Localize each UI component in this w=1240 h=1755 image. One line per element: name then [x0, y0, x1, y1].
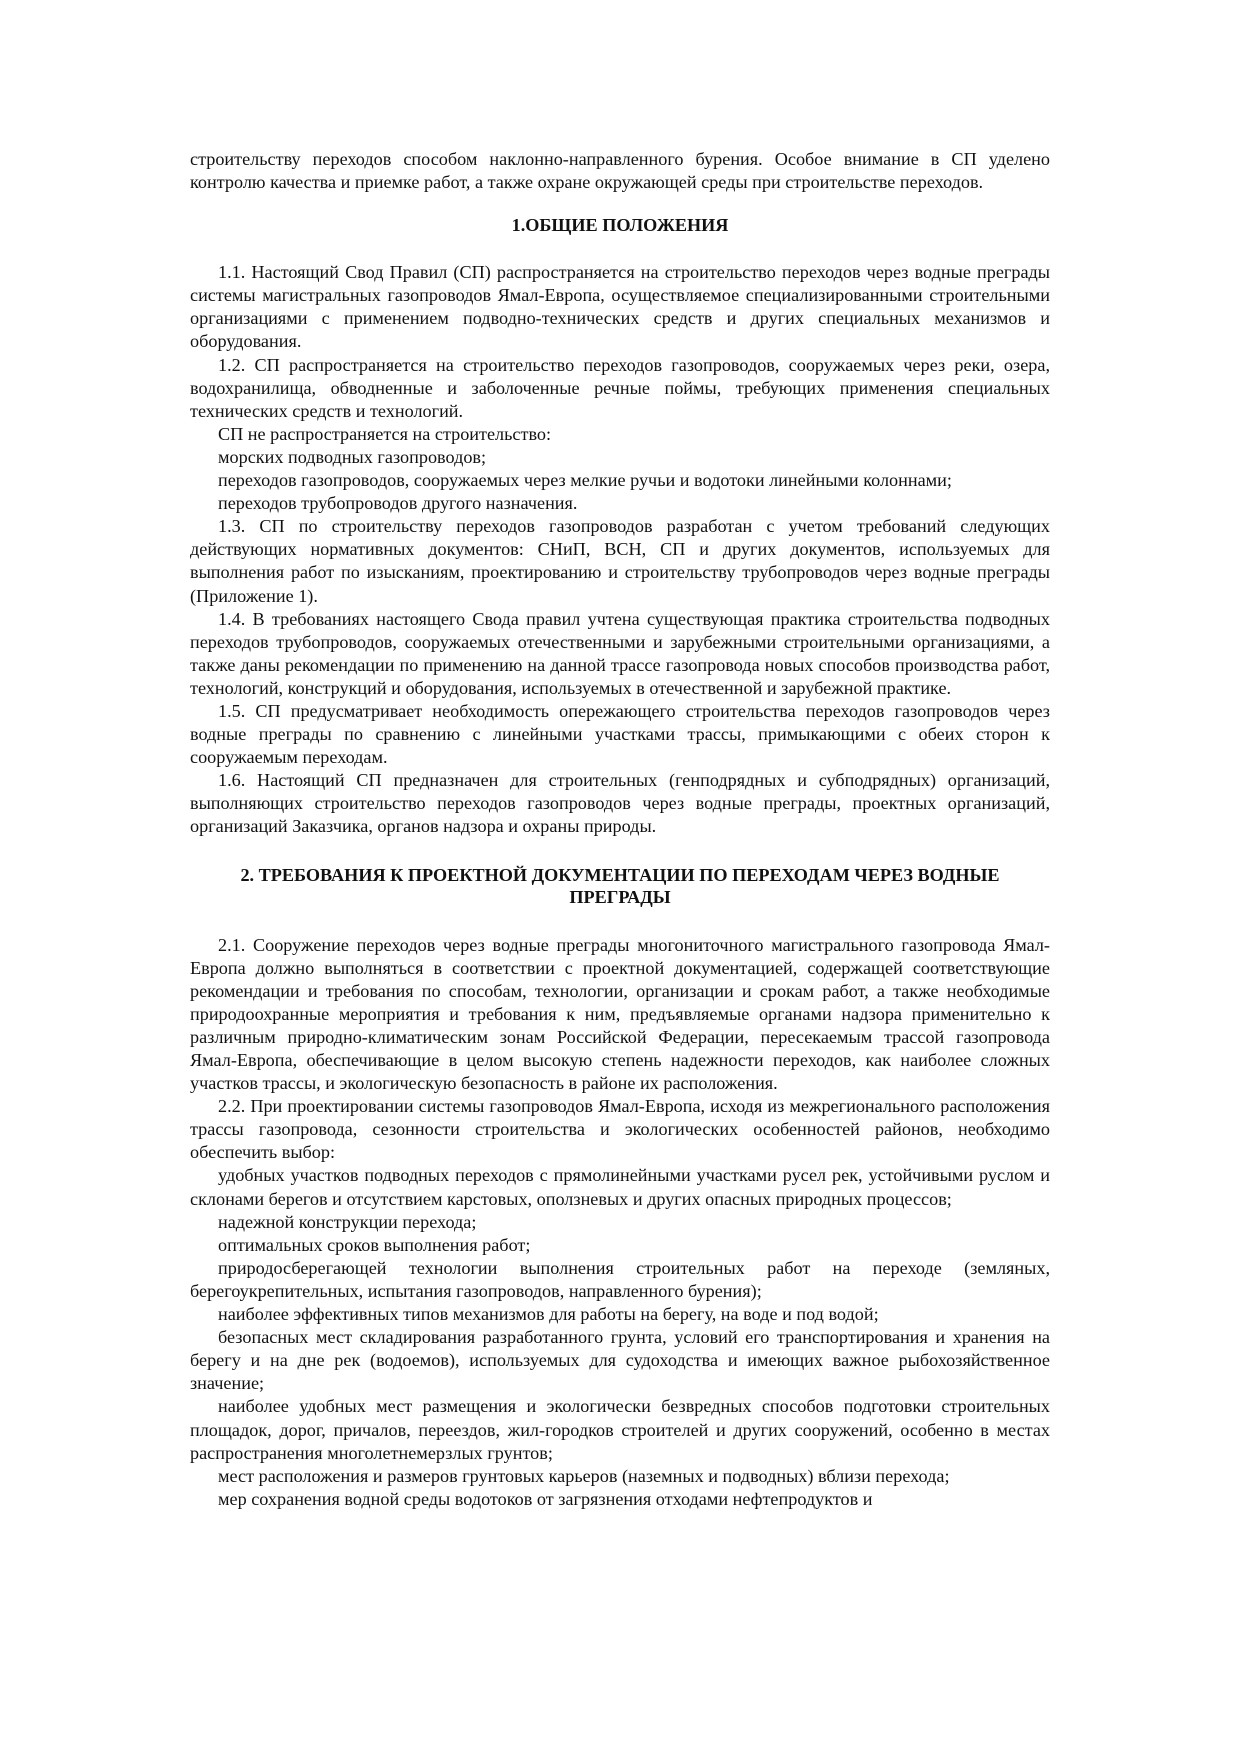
paragraph: 1.1. Настоящий Свод Правил (СП) распространяется на строительство переходов через водные преграды системы магистральных газопроводов Ямал-Европа, осуществляемое специализированными строительными организациями с применением подводно-технических средств и других специальных механизмов и оборудования. [190, 262, 1050, 352]
paragraph: 1.2. СП распространяется на строительство переходов газопроводов, сооружаемых через реки, озера, водохранилища, обводненные и заболоченные речные поймы, требующих применения специальных технических средств и технологий. [190, 354, 1050, 421]
paragraph: 1.3. СП по строительству переходов газопроводов разработан с учетом требований следующих действующих нормативных документов: СНиП, ВСН, СП и других документов, используемых для выполнения работ по изысканиям, проектированию и строительству трубопроводов через водные преграды (Приложение 1). [190, 516, 1050, 606]
list-item: переходов трубопроводов другого назначения. [218, 493, 578, 514]
list-item: переходов газопроводов, сооружаемых через мелкие ручьи и водотоки линейными колоннами; [218, 470, 952, 491]
paragraph: 2.2. При проектировании системы газопроводов Ямал-Европа, исходя из межрегионального расположения трассы газопровода, сезонности строительства и экологических особенностей районов, необходимо обеспечить выбор: [190, 1096, 1050, 1163]
section-2-title: 2. ТРЕБОВАНИЯ К ПРОЕКТНОЙ ДОКУМЕНТАЦИИ ПО ПЕРЕХОДАМ ЧЕРЕЗ ВОДНЫЕ ПРЕГРАДЫ [240, 864, 1000, 907]
section-1-body [190, 261, 1050, 838]
section-1-title: 1.ОБЩИЕ ПОЛОЖЕНИЯ [511, 215, 729, 236]
list-item: мест расположения и размеров грунтовых карьеров (наземных и подводных) вблизи перехода; [218, 1465, 950, 1486]
list-item: наиболее эффективных типов механизмов для работы на берегу, на воде и под водой; [218, 1304, 879, 1325]
paragraph: 2.1. Сооружение переходов через водные преграды многониточного магистрального газопровода Ямал-Европа должно выполняться в соответствии с проектной документацией, содержащей соответствующие рекомендации и требования по способам, технологии, организации и срокам работ, а также необходимые природоохранные мероприятия и требования к ним, предъявляемые органами надзора применительно к различным природно-климатическим зонам Российской Федерации, пересекаемым трассой газопровода Ямал-Европа, обеспечивающие в целом высокую степень надежности переходов, как наиболее сложных участков трассы, и экологическую безопасность в районе их расположения. [190, 934, 1050, 1094]
list-item: наиболее удобных мест размещения и экологически безвредных способов подготовки строительных площадок, дорог, причалов, переездов, жил-городков строителей и других сооружений, особенно в местах распространения многолетнемерзлых грунтов; [190, 1396, 1050, 1463]
paragraph: 1.6. Настоящий СП предназначен для строительных (генподрядных и субподрядных) организаций, выполняющих строительство переходов газопроводов через водные преграды, проектных организаций, организаций Заказчика, органов надзора и охраны природы. [190, 770, 1050, 837]
list-item: морских подводных газопроводов; [218, 446, 487, 467]
paragraph: 1.5. СП предусматривает необходимость опережающего строительства переходов газопроводов через водные преграды по сравнению с линейными участками трассы, примыкающими с обеих сторон к сооружаемым переходам. [190, 700, 1050, 768]
paragraph: 1.4. В требованиях настоящего Свода правил учтена существующая практика строительства подводных переходов трубопроводов, сооружаемых отечественными и зарубежными строительными организациями, а также даны рекомендации по применению на данной трассе газопровода новых способов производства работ, технологий, конструкций и оборудования, используемых в отечественной и зарубежной практике. [190, 608, 1050, 698]
paragraph: СП не распространяется на строительство: [218, 423, 552, 444]
list-item: мер сохранения водной среды водотоков от загрязнения отходами нефтепродуктов и [218, 1488, 873, 1509]
list-item: природосберегающей технологии выполнения строительных работ на переходе (земляных, берегоукрепительных, испытания газопроводов, направленного бурения); [190, 1257, 1050, 1301]
document-page [190, 148, 1050, 1511]
section-2-body [190, 934, 1050, 1511]
list-item: оптимальных сроков выполнения работ; [218, 1234, 531, 1255]
intro-paragraph: строительству переходов способом наклонно-направленного бурения. Особое внимание в СП уделено контролю качества и приемке работ, а также охране окружающей среды при строительстве переходов. [190, 149, 1050, 193]
list-item: удобных участков подводных переходов с прямолинейными участками русел рек, устойчивыми руслом и склонами берегов и отсутствием карстовых, оползневых и других опасных природных процессов; [190, 1165, 1050, 1209]
list-item: безопасных мест складирования разработанного грунта, условий его транспортирования и хранения на берегу и на дне рек (водоемов), используемых для судоходства и имеющих важное рыбохозяйственное значение; [190, 1327, 1050, 1394]
list-item: надежной конструкции перехода; [218, 1211, 477, 1232]
